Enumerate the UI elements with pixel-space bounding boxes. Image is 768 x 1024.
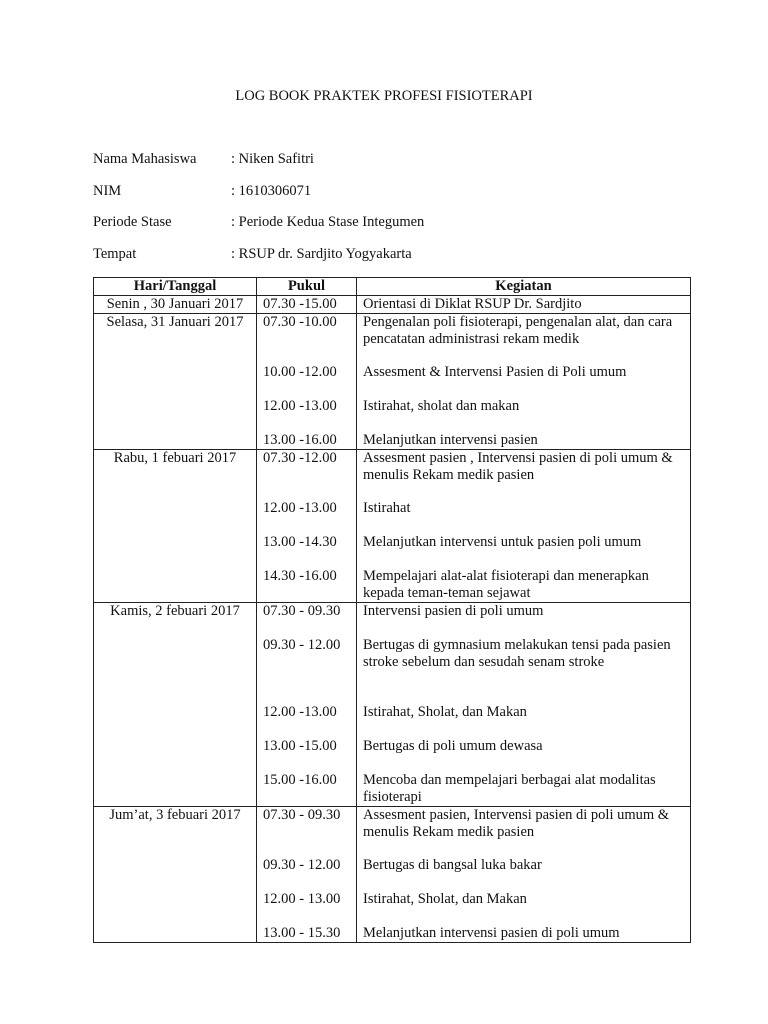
info-value: : Niken Safitri bbox=[231, 151, 314, 167]
header-pukul: Pukul bbox=[257, 278, 357, 296]
time-value: 15.00 -16.00 bbox=[263, 772, 337, 788]
activity-text: Istirahat, sholat dan makan bbox=[363, 398, 520, 414]
activity-text: Pengenalan poli fisioterapi, pengenalan alat, dan cara pencatatan administrasi rekam medik bbox=[363, 314, 673, 347]
time-value: 12.00 -13.00 bbox=[263, 398, 337, 414]
table-header-row bbox=[94, 278, 691, 296]
time-value: 07.30 - 09.30 bbox=[263, 807, 341, 823]
activity-text: Melanjutkan intervensi untuk pasien poli umum bbox=[363, 534, 642, 550]
activity-text: Bertugas di bangsal luka bakar bbox=[363, 857, 542, 873]
info-label: Nama Mahasiswa bbox=[93, 151, 197, 167]
activity-text: Intervensi pasien di poli umum bbox=[363, 603, 544, 619]
cell-kegiatan bbox=[357, 314, 691, 450]
activity-text: Bertugas di poli umum dewasa bbox=[363, 738, 543, 754]
time-value: 13.00 -15.00 bbox=[263, 738, 337, 754]
activity-text: Mencoba dan mempelajari berbagai alat modalitas fisioterapi bbox=[363, 772, 656, 805]
cell-pukul bbox=[257, 807, 357, 943]
cell-kegiatan bbox=[357, 807, 691, 943]
time-value: 13.00 - 15.30 bbox=[263, 925, 341, 941]
cell-pukul bbox=[257, 603, 357, 807]
info-label: Tempat bbox=[93, 246, 137, 262]
info-value: : 1610306071 bbox=[231, 183, 312, 199]
cell-hari-tanggal: Kamis, 2 febuari 2017 bbox=[94, 603, 257, 807]
cell-pukul bbox=[257, 314, 357, 450]
time-value: 12.00 -13.00 bbox=[263, 500, 337, 516]
log-table-body bbox=[94, 296, 691, 943]
cell-hari-tanggal: Selasa, 31 Januari 2017 bbox=[94, 314, 257, 450]
table-row bbox=[94, 450, 691, 603]
time-value: 09.30 - 12.00 bbox=[263, 857, 341, 873]
header-kegiatan: Kegiatan bbox=[357, 278, 691, 296]
cell-hari-tanggal: Rabu, 1 febuari 2017 bbox=[94, 450, 257, 603]
activity-text: Melanjutkan intervensi pasien bbox=[363, 432, 538, 448]
activity-text: Istirahat bbox=[363, 500, 411, 516]
activity-text: Istirahat, Sholat, dan Makan bbox=[363, 891, 527, 907]
time-value: 14.30 -16.00 bbox=[263, 568, 337, 584]
time-value: 10.00 -12.00 bbox=[263, 364, 337, 380]
activity-text: Mempelajari alat-alat fisioterapi dan menerapkan kepada teman-teman sejawat bbox=[363, 568, 649, 601]
cell-kegiatan bbox=[357, 450, 691, 603]
info-label: NIM bbox=[93, 183, 122, 199]
table-row bbox=[94, 314, 691, 450]
time-value: 12.00 -13.00 bbox=[263, 704, 337, 720]
cell-hari-tanggal: Senin , 30 Januari 2017 bbox=[94, 296, 257, 314]
cell-kegiatan bbox=[357, 296, 691, 314]
time-value: 07.30 -15.00 bbox=[263, 296, 337, 312]
activity-text: Assesment pasien, Intervensi pasien di poli umum & menulis Rekam medik pasien bbox=[363, 807, 670, 840]
activity-text: Istirahat, Sholat, dan Makan bbox=[363, 704, 527, 720]
table-row bbox=[94, 603, 691, 807]
time-value: 07.30 -10.00 bbox=[263, 314, 337, 330]
activity-text: Melanjutkan intervensi pasien di poli umum bbox=[363, 925, 620, 941]
activity-text: Bertugas di gymnasium melakukan tensi pada pasien stroke sebelum dan sesudah senam stroke bbox=[363, 637, 671, 670]
cell-pukul bbox=[257, 450, 357, 603]
activity-text: Assesment pasien , Intervensi pasien di poli umum & menulis Rekam medik pasien bbox=[363, 450, 673, 483]
table-row bbox=[94, 807, 691, 943]
time-value: 12.00 - 13.00 bbox=[263, 891, 341, 907]
time-value: 13.00 -14.30 bbox=[263, 534, 337, 550]
cell-hari-tanggal: Jum’at, 3 febuari 2017 bbox=[94, 807, 257, 943]
info-value: : Periode Kedua Stase Integumen bbox=[231, 214, 425, 230]
time-value: 07.30 - 09.30 bbox=[263, 603, 341, 619]
time-value: 13.00 -16.00 bbox=[263, 432, 337, 448]
cell-kegiatan bbox=[357, 603, 691, 807]
time-value: 09.30 - 12.00 bbox=[263, 637, 341, 653]
activity-text: Orientasi di Diklat RSUP Dr. Sardjito bbox=[363, 296, 582, 312]
info-label: Periode Stase bbox=[93, 214, 172, 230]
document-title: LOG BOOK PRAKTEK PROFESI FISIOTERAPI bbox=[235, 88, 533, 104]
time-value: 07.30 -12.00 bbox=[263, 450, 337, 466]
header-hari-tanggal: Hari/Tanggal bbox=[94, 278, 257, 296]
table-row bbox=[94, 296, 691, 314]
activity-text: Assesment & Intervensi Pasien di Poli umum bbox=[363, 364, 627, 380]
cell-pukul bbox=[257, 296, 357, 314]
info-value: : RSUP dr. Sardjito Yogyakarta bbox=[231, 246, 412, 262]
log-table bbox=[93, 277, 691, 943]
